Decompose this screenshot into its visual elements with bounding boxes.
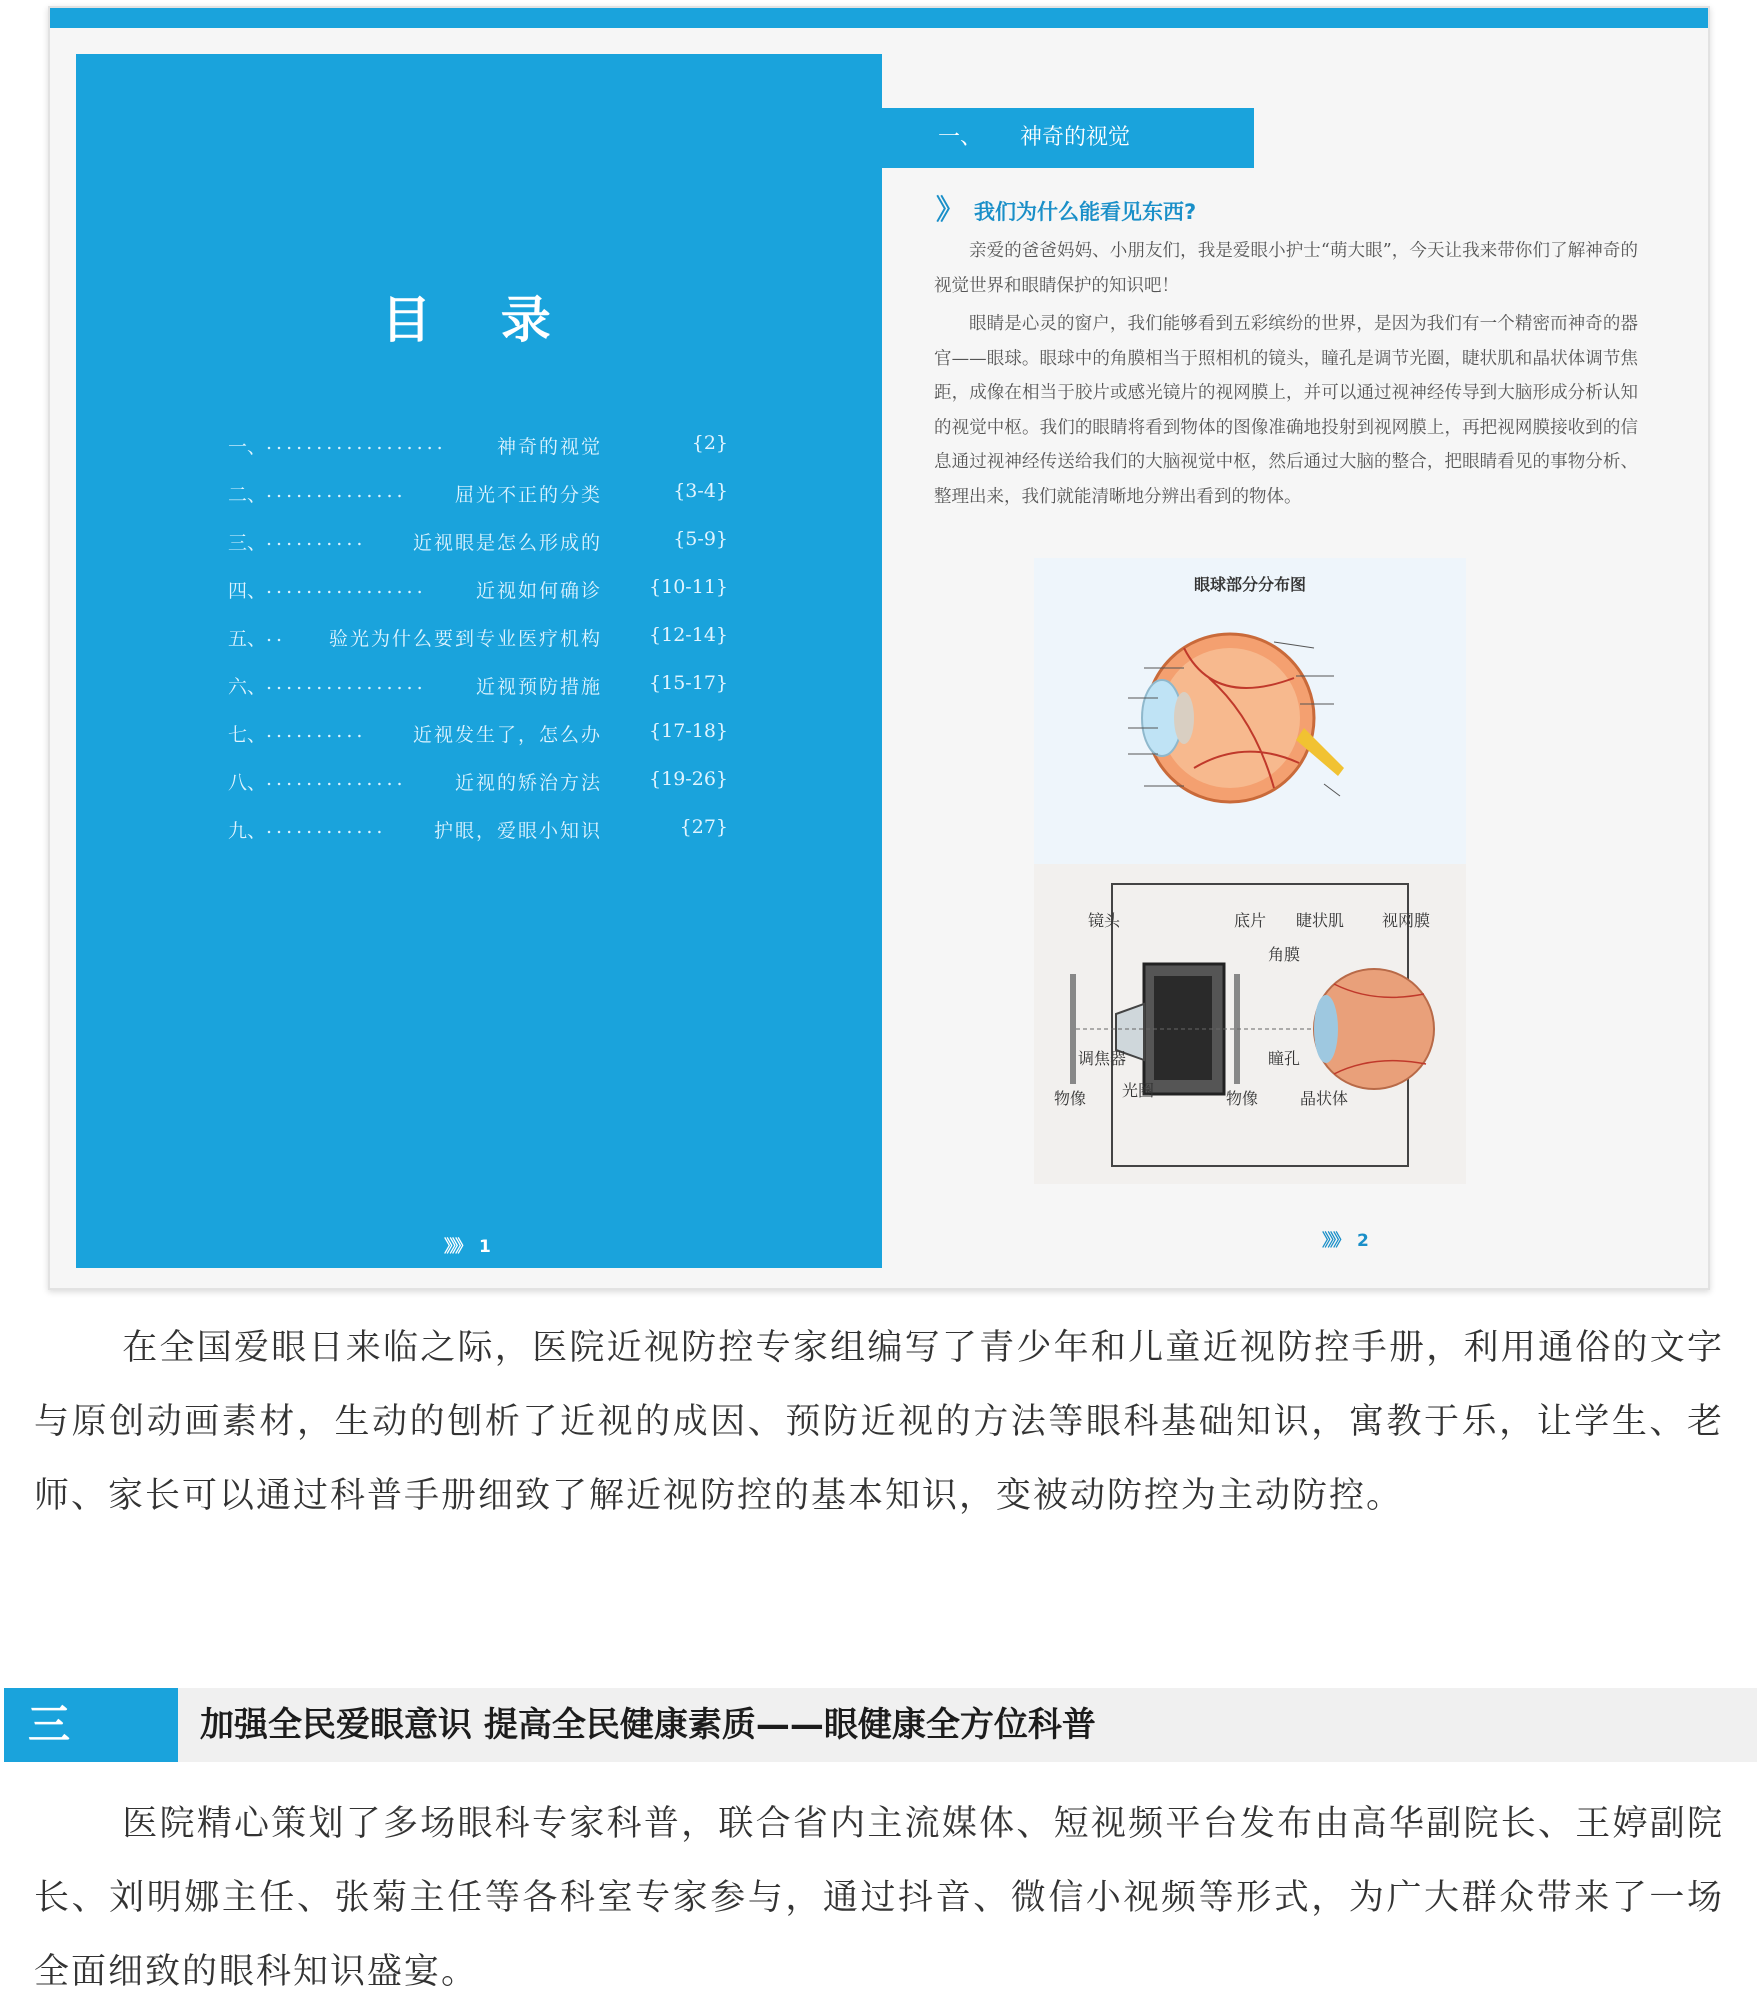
- toc-page: [76, 54, 882, 1268]
- toc-title: 目 录: [381, 290, 577, 349]
- toc-item: [228, 624, 728, 672]
- section-number-block: 三: [4, 1688, 178, 1762]
- toc-item-title: 护眼，爱眼小知识: [433, 820, 602, 842]
- toc-item-number: 一、: [228, 436, 267, 458]
- eye-figure-title: 眼球部分分布图: [1193, 575, 1306, 594]
- section-body: [934, 234, 1638, 518]
- camera-eye-comparison-figure: [1034, 864, 1466, 1184]
- toc-item-pages: {15-17}: [649, 672, 728, 694]
- section-tab-number: 一、: [938, 125, 983, 150]
- left-page-number: [444, 1232, 491, 1257]
- toc-item: [228, 528, 728, 576]
- article-paragraph: [34, 1787, 1724, 2009]
- toc-item: [228, 672, 728, 720]
- label-focus: 调焦器: [1078, 1049, 1127, 1068]
- article-paragraph-text: 医院精心策划了多场眼科专家科普，联合省内主流媒体、短视频平台发布由高华副院长、王婷副院长、刘明娜主任、张菊主任等各科室专家参与，通过抖音、微信小视频等形式，为广大群众带来了一场全面细致的眼科知识盛宴。: [34, 1804, 1724, 1992]
- toc-item-title: 验光为什么要到专业医疗机构: [328, 628, 602, 650]
- toc-item-title: 屈光不正的分类: [454, 484, 602, 506]
- toc-item: [228, 816, 728, 864]
- toc-list: [228, 432, 728, 864]
- toc-item-pages: {27}: [679, 816, 728, 838]
- toc-item: [228, 768, 728, 816]
- toc-item-leader: ..........: [266, 528, 367, 550]
- toc-item-number: 八、: [228, 772, 267, 794]
- toc-item-leader: ..............: [266, 768, 407, 790]
- article-paragraph-text: 在全国爱眼日来临之际，医院近视防控专家组编写了青少年和儿童近视防控手册，利用通俗的文字与原创动画素材，生动的刨析了近视的成因、预防近视的方法等眼科基础知识，寓教于乐，让学生、老师、家长可以通过科普手册细致了解近视防控的基本知识，变被动防控为主动防控。: [34, 1328, 1724, 1516]
- label-object-right: 物像: [1226, 1089, 1259, 1108]
- toc-item-leader: ................: [266, 576, 427, 598]
- page-arrows-icon: 》》》: [444, 1237, 469, 1257]
- label-crystalline: 晶状体: [1300, 1089, 1349, 1108]
- eye-anatomy-figure: [1034, 558, 1466, 864]
- toc-item-title: 近视发生了，怎么办: [412, 724, 602, 746]
- toc-item-leader: ..........: [266, 720, 367, 742]
- label-cornea: 角膜: [1268, 945, 1301, 964]
- right-page-number-value: 2: [1357, 1231, 1369, 1251]
- question-text: 我们为什么能看见东西?: [974, 200, 1197, 224]
- section-tab-title: 神奇的视觉: [1020, 125, 1131, 150]
- toc-item-title: 神奇的视觉: [496, 436, 602, 458]
- toc-item-number: 五、: [228, 628, 267, 650]
- toc-item-number: 九、: [228, 820, 267, 842]
- label-lens: 镜头: [1088, 911, 1121, 930]
- toc-item-leader: ..................: [266, 432, 447, 454]
- camera-eye-illustration: [1034, 864, 1466, 1184]
- section-heading: 加强全民爱眼意识 提高全民健康素质——眼健康全方位科普: [200, 1705, 1096, 1745]
- toc-item-number: 三、: [228, 532, 267, 554]
- left-page-number-value: 1: [479, 1237, 491, 1257]
- page-arrows-icon: 》》》: [1322, 1231, 1347, 1251]
- eye-anatomy-illustration: [1034, 558, 1466, 864]
- section-paragraph: 亲爱的爸爸妈妈、小朋友们，我是爱眼小护士“萌大眼”，今天让我来带你们了解神奇的视觉世界和眼睛保护的知识吧！: [934, 241, 1638, 296]
- toc-item-pages: {19-26}: [649, 768, 728, 790]
- booklet-spread: [48, 6, 1710, 1290]
- toc-item-pages: {12-14}: [649, 624, 728, 646]
- question-heading: [936, 188, 1196, 228]
- toc-item-number: 七、: [228, 724, 267, 746]
- section-tab: [882, 108, 1254, 168]
- toc-item-number: 六、: [228, 676, 267, 698]
- toc-item: [228, 480, 728, 528]
- label-aperture: 光圈: [1122, 1081, 1155, 1100]
- right-page-number: [1322, 1226, 1369, 1251]
- label-film: 底片: [1234, 911, 1267, 930]
- toc-item-pages: {2}: [691, 432, 728, 454]
- toc-item-leader: ................: [266, 672, 427, 694]
- toc-item-leader: ..............: [266, 480, 407, 502]
- label-object-left: 物像: [1054, 1089, 1087, 1108]
- toc-item-leader: ..: [266, 624, 287, 646]
- toc-item-pages: {17-18}: [649, 720, 728, 742]
- toc-item-pages: {5-9}: [673, 528, 728, 550]
- section-heading-bar: [4, 1688, 1757, 1762]
- label-pupil: 瞳孔: [1268, 1049, 1301, 1068]
- label-retina: 视网膜: [1382, 911, 1431, 930]
- toc-item: [228, 576, 728, 624]
- article-paragraph: [34, 1311, 1724, 1533]
- toc-item-number: 四、: [228, 580, 267, 602]
- booklet-top-bar: [50, 8, 1708, 28]
- section-page: [882, 54, 1688, 1268]
- toc-item: [228, 432, 728, 480]
- label-ciliary: 睫状肌: [1296, 911, 1345, 930]
- double-chevron-icon: 》: [936, 193, 965, 226]
- toc-item-leader: ............: [266, 816, 387, 838]
- toc-item-pages: {10-11}: [649, 576, 728, 598]
- toc-item-title: 近视的矫治方法: [454, 772, 602, 794]
- toc-item-title: 近视眼是怎么形成的: [412, 532, 602, 554]
- toc-item-title: 近视预防措施: [475, 676, 602, 698]
- toc-item-number: 二、: [228, 484, 267, 506]
- toc-item-title: 近视如何确诊: [475, 580, 602, 602]
- toc-item: [228, 720, 728, 768]
- section-paragraph: 眼睛是心灵的窗户，我们能够看到五彩缤纷的世界，是因为我们有一个精密而神奇的器官——眼球。眼球中的角膜相当于照相机的镜头，瞳孔是调节光圈，睫状肌和晶状体调节焦距，成像在相当于胶片或感光镜片的视网膜上，并可以通过视神经传导到大脑形成分析认知的视觉中枢。我们的眼睛将看到物体的图像准确地投射到视网膜上，再把视网膜接收到的信息通过视神经传送给我们的大脑视觉中枢，然后通过大脑的整合，把眼睛看见的事物分析、整理出来，我们就能清晰地分辨出看到的物体。: [934, 314, 1638, 507]
- toc-item-pages: {3-4}: [673, 480, 728, 502]
